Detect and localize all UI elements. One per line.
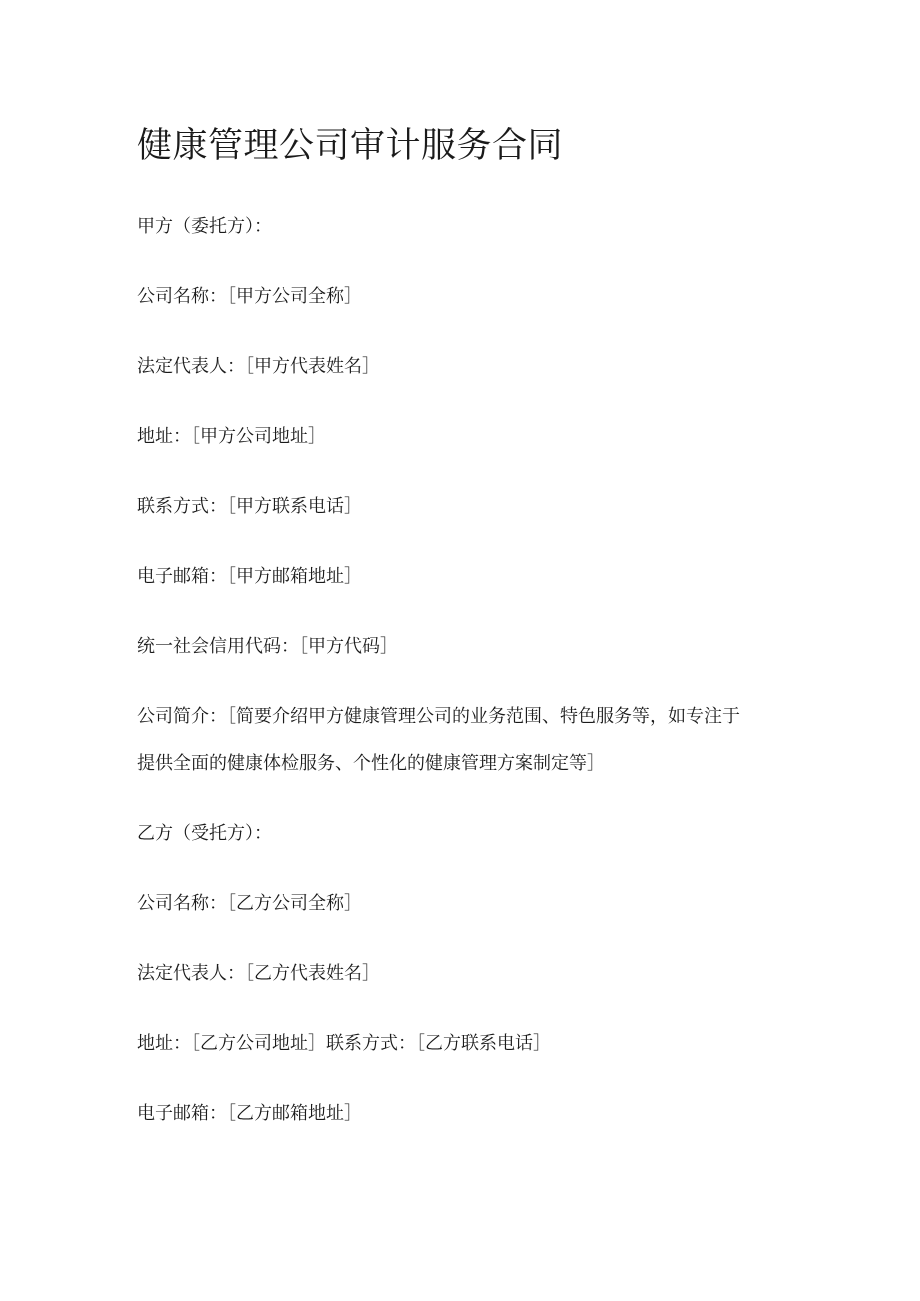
party-b-company-name: 公司名称：［乙方公司全称］ [137, 893, 362, 914]
party-a-email: 电子邮箱：［甲方邮箱地址］ [137, 566, 362, 587]
party-a-legal-rep: 法定代表人：［甲方代表姓名］ [137, 356, 380, 377]
party-a-profile-line-1: 公司简介：［简要介绍甲方健康管理公司的业务范围、特色服务等，如专注于 [137, 706, 740, 727]
party-a-address: 地址：［甲方公司地址］ [137, 426, 326, 447]
party-b-heading: 乙方（受托方）： [137, 823, 272, 844]
party-a-company-name: 公司名称：［甲方公司全称］ [137, 286, 362, 307]
party-a-heading: 甲方（委托方）： [137, 216, 272, 237]
party-a-contact: 联系方式：［甲方联系电话］ [137, 496, 362, 517]
party-a-profile-line-2: 提供全面的健康体检服务、个性化的健康管理方案制定等］ [137, 753, 605, 774]
party-a-credit-code: 统一社会信用代码：［甲方代码］ [137, 636, 398, 657]
document-title: 健康管理公司审计服务合同 [137, 126, 564, 166]
party-b-email: 电子邮箱：［乙方邮箱地址］ [137, 1103, 362, 1124]
party-b-legal-rep: 法定代表人：［乙方代表姓名］ [137, 963, 380, 984]
party-b-address-contact: 地址：［乙方公司地址］联系方式：［乙方联系电话］ [137, 1033, 551, 1054]
